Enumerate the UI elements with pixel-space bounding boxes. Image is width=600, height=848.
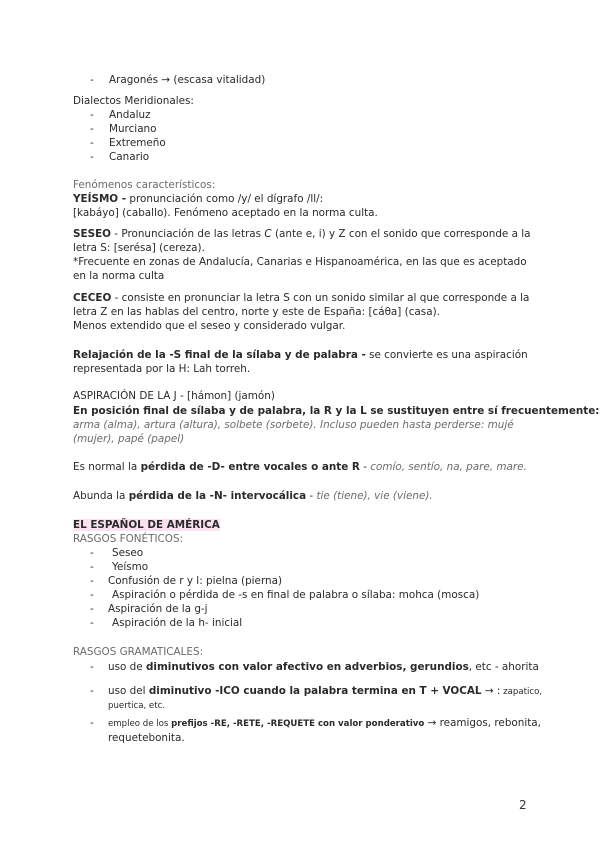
- america-heading-line: [73, 518, 533, 532]
- fenomenos-heading: Fenómenos característicos:: [73, 179, 216, 191]
- seseo-paragraph: [73, 227, 533, 255]
- page-number: 2: [519, 798, 527, 812]
- seseo-letter-c: C: [264, 228, 272, 240]
- gram2-post: → :: [481, 685, 501, 697]
- aspiracion-bold-line: En posición final de sílaba y de palabra, la R y la L se sustituyen entre sí frecuentemente:: [73, 405, 600, 417]
- foneticos-heading: RASGOS FONÉTICOS:: [73, 533, 184, 545]
- ceceo-note: Menos extendido que el seseo y considerado vulgar.: [73, 320, 346, 332]
- ceceo-paragraph: [73, 291, 533, 319]
- perdida-n-line: [73, 489, 533, 503]
- list-dash: -: [90, 661, 94, 673]
- relajacion-desc: se convierte es una aspiración representada por la H: Lah torreh.: [73, 349, 528, 375]
- perdida-d-line: [73, 460, 533, 474]
- gramaticales-heading: RASGOS GRAMATICALES:: [73, 646, 204, 658]
- list-dash: -: [90, 575, 94, 587]
- seseo-desc2: (ante e, i) y Z con el sonido que corresponde a la letra S: [serésa] (cereza).: [73, 228, 531, 254]
- gram2-small: zapatico,: [500, 687, 543, 697]
- yeismo-title: YEÍSMO -: [73, 193, 127, 205]
- relajacion-title: Relajación de la -S final de la sílaba y de palabra -: [73, 349, 366, 361]
- gram1-bold: diminutivos con valor afectivo en adverbios, gerundios: [145, 661, 469, 673]
- list-dash: -: [90, 74, 94, 86]
- list-dash: -: [90, 547, 94, 559]
- list-dash: -: [90, 617, 94, 629]
- list-dash: -: [90, 137, 94, 149]
- ceceo-desc: - consiste en pronunciar la letra S con un sonido similar al que corresponde a la letra Z en las hablas del centro, norte y este de España: [cáθa] (casa).: [73, 292, 530, 318]
- perdida-d-prefix: Es normal la: [73, 461, 141, 473]
- yeismo-line: [73, 192, 533, 206]
- list-item: Canario: [109, 151, 150, 163]
- list-dash: -: [90, 109, 94, 121]
- meridionales-heading: Dialectos Meridionales:: [73, 95, 194, 107]
- seseo-title: SESEO: [73, 228, 111, 240]
- america-heading: EL ESPAÑOL DE AMÉRICA: [73, 519, 220, 531]
- perdida-n-examples: tie (tiene), vie (viene).: [316, 490, 433, 502]
- gram3-pre: empleo de los: [108, 719, 172, 729]
- gram1-pre: uso de: [108, 661, 146, 673]
- list-dash: -: [90, 561, 94, 573]
- gram3-post: → reamigos, rebonita,: [424, 717, 541, 729]
- aspiracion-title: ASPIRACIÓN DE LA J: [73, 390, 177, 402]
- relajacion-paragraph: [73, 348, 533, 376]
- list-dash: -: [90, 717, 94, 729]
- gram2-bold: diminutivo -ICO cuando la palabra termina en T + VOCAL: [148, 685, 482, 697]
- fonetico-item: Aspiración de la g-j: [108, 603, 208, 615]
- gram3-line2: requetebonita.: [108, 732, 185, 744]
- seseo-desc1: - Pronunciación de las letras: [111, 228, 265, 240]
- gramatical-item-1: [108, 660, 539, 674]
- perdida-d-examples: comío, sentío, na, pare, mare.: [370, 461, 527, 473]
- ceceo-title: CECEO: [73, 292, 112, 304]
- list-item: Murciano: [109, 123, 157, 135]
- gram3-bold: prefijos -RE, -RETE, -REQUETE con valor ponderativo: [171, 719, 425, 729]
- perdida-n-sep: -: [306, 490, 317, 502]
- list-item: Andaluz: [109, 109, 151, 121]
- seseo-note: *Frecuente en zonas de Andalucía, Canarias e Hispanoamérica, en las que es aceptado en la norma culta: [73, 256, 527, 282]
- aspiracion-examples: arma (alma), artura (altura), solbete (sorbete). Incluso pueden hasta perderse: mujé (mujer), papé (papel): [73, 419, 514, 445]
- list-dash: -: [90, 603, 94, 615]
- perdida-d-bold: pérdida de -D- entre vocales o ante R: [140, 461, 360, 473]
- fonetico-item: Seseo: [112, 547, 144, 559]
- gram1-post: , etc - ahorita: [468, 661, 539, 673]
- gramatical-item-3: [108, 716, 541, 731]
- aspiracion-line: [73, 389, 533, 403]
- aspiracion-desc: - [hámon] (jamón): [176, 390, 275, 402]
- perdida-n-bold: pérdida de la -N- intervocálica: [128, 490, 307, 502]
- gramatical-item-2: [108, 684, 542, 699]
- perdida-n-prefix: Abunda la: [73, 490, 129, 502]
- fonetico-item: Confusión de r y l: pielna (pierna): [108, 575, 283, 587]
- list-dash: -: [90, 123, 94, 135]
- yeismo-example: [kabáyo] (caballo). Fenómeno aceptado en la norma culta.: [73, 207, 378, 219]
- fonetico-item: Yeísmo: [112, 561, 149, 573]
- list-dash: -: [90, 589, 94, 601]
- list-item-aragones: Aragonés → (escasa vitalidad): [109, 74, 266, 86]
- perdida-d-sep: -: [359, 461, 371, 473]
- yeismo-desc: pronunciación como /y/ el dígrafo /ll/:: [126, 193, 324, 205]
- list-dash: -: [90, 685, 94, 697]
- list-item: Extremeño: [109, 137, 166, 149]
- gram2-pre: uso del: [108, 685, 149, 697]
- gram2-line2: puertica, etc.: [108, 701, 166, 711]
- fonetico-item: Aspiración de la h- inicial: [112, 617, 243, 629]
- list-dash: -: [90, 151, 94, 163]
- fonetico-item: Aspiración o pérdida de -s en final de palabra o sílaba: mohca (mosca): [112, 589, 480, 601]
